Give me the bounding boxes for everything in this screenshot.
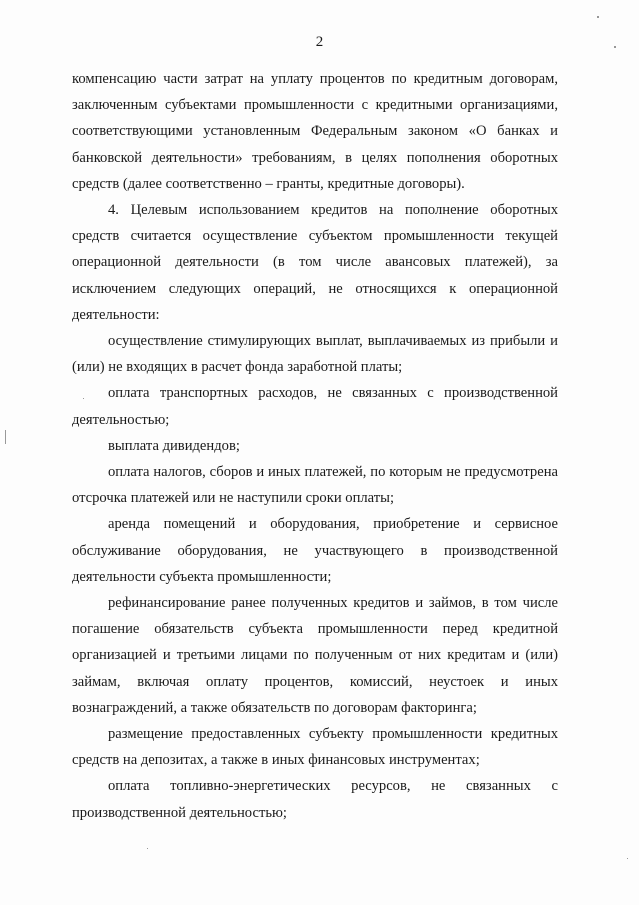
paragraph-4: оплата транспортных расходов, не связанных с производственной деятельностью; [72, 385, 558, 428]
paragraph-5: выплата дивидендов; [108, 437, 240, 454]
scan-speck [147, 848, 148, 849]
scan-speck [597, 16, 599, 18]
paragraph-6: оплата налогов, сборов и иных платежей, по которым не предусмотрена отсрочка платежей или не наступили сроки оплаты; [72, 464, 558, 507]
page-number: 2 [315, 34, 324, 50]
scan-speck [83, 398, 84, 399]
scan-speck [5, 430, 6, 444]
paragraph-2: 4. Целевым использованием кредитов на пополнение оборотных средств считается осуществление субъектом промышленности текущей операционной деятельности (в том числе авансовых платежей), за исключением следующих операций, не относящихся к операционной деятельности: [72, 202, 558, 323]
document-body [72, 66, 558, 826]
paragraph-9: размещение предоставленных субъекту промышленности кредитных средств на депозитах, а также в иных финансовых инструментах; [72, 726, 558, 769]
paragraph-3: осуществление стимулирующих выплат, выплачиваемых из прибыли и (или) не входящих в расчет фонда заработной платы; [72, 333, 558, 376]
paragraph-7: аренда помещений и оборудования, приобретение и сервисное обслуживание оборудования, не участвующего в производственной деятельности субъекта промышленности; [72, 516, 558, 585]
paragraph-10: оплата топливно-энергетических ресурсов, не связанных с производственной деятельностью; [72, 778, 558, 821]
scan-speck [614, 46, 616, 48]
paragraph-8: рефинансирование ранее полученных кредитов и займов, в том числе погашение обязательств субъекта промышленности перед кредитной организацией и третьими лицами по полученным от них кредитам и (или) займам, включая оплату процентов, комиссий, неустоек и иных вознаграждений, а также обязательств по договорам факторинга; [72, 595, 558, 716]
scan-speck [627, 858, 628, 859]
paragraph-1: компенсацию части затрат на уплату процентов по кредитным договорам, заключенным субъектами промышленности с кредитными организациями, соответствующими установленным Федеральным законом «О банках и банковской деятельности» требованиям, в целях пополнения оборотных средств (далее соответственно – гранты, кредитные договоры). [72, 71, 558, 192]
